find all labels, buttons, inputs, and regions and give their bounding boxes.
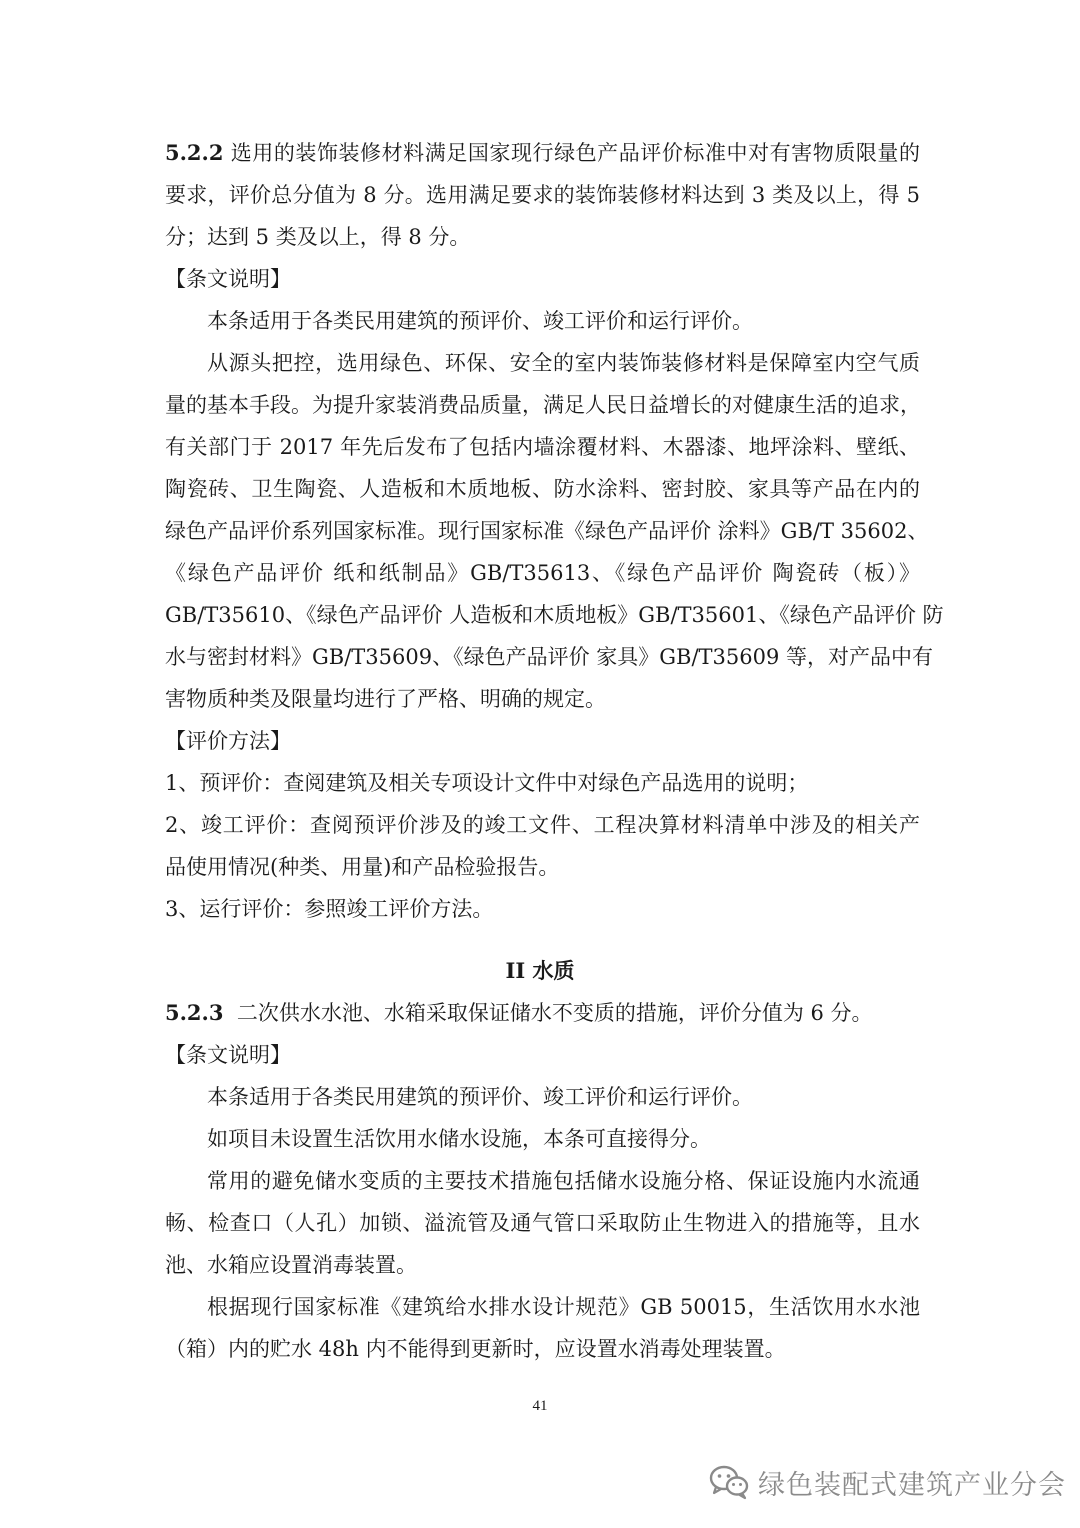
method-item: 2、竣工评价：查阅预评价涉及的竣工文件、工程决算材料清单中涉及的相关产	[165, 813, 920, 837]
note-paragraph-line: 《绿色产品评价 纸和纸制品》GB/T35613、《绿色产品评价 陶瓷砖（板）》	[165, 561, 920, 585]
method-item: 3、运行评价：参照竣工评价方法。	[165, 897, 494, 921]
section-title: II 水质	[505, 958, 575, 983]
note-paragraph-line: 陶瓷砖、卫生陶瓷、人造板和木质地板、防水涂料、密封胶、家具等产品在内的	[165, 477, 920, 501]
note-paragraph: 本条适用于各类民用建筑的预评价、竣工评价和运行评价。	[207, 309, 753, 333]
page-number: 41	[532, 1398, 548, 1414]
note-paragraph-line: 绿色产品评价系列国家标准。现行国家标准《绿色产品评价 涂料》GB/T 35602、	[165, 519, 929, 543]
method-item-continued: 品使用情况(种类、用量)和产品检验报告。	[165, 855, 560, 879]
note-paragraph-line: 畅、检查口（人孔）加锁、溢流管及通气管口采取防止生物进入的措施等，且水	[165, 1211, 920, 1235]
note-paragraph-line: 害物质种类及限量均进行了严格、明确的规定。	[165, 687, 606, 711]
clause-5-2-3	[165, 998, 920, 1028]
note-paragraph-line: （箱）内的贮水 48h 内不能得到更新时，应设置水消毒处理装置。	[165, 1337, 786, 1361]
note-paragraph-line: 常用的避免储水变质的主要技术措施包括储水设施分格、保证设施内水流通	[207, 1169, 920, 1193]
note-paragraph-line: 量的基本手段。为提升家装消费品质量，满足人民日益增长的对健康生活的追求，	[165, 393, 921, 417]
clause-number: 5.2.2	[165, 140, 224, 165]
note-paragraph-line: GB/T35610、《绿色产品评价 人造板和木质地板》GB/T35601、《绿色产品评价 防	[165, 603, 944, 627]
note-paragraph-line: 有关部门于 2017 年先后发布了包括内墙涂覆材料、木器漆、地坪涂料、壁纸、	[165, 435, 920, 459]
wechat-icon	[708, 1464, 750, 1500]
note-paragraph-line: 池、水箱应设置消毒装置。	[165, 1253, 417, 1277]
note-paragraph-line: 根据现行国家标准《建筑给水排水设计规范》GB 50015，生活饮用水水池	[207, 1295, 920, 1319]
clause-5-2-2-line-1	[165, 138, 920, 168]
watermark	[708, 1462, 1066, 1502]
clause-text: 选用的装饰装修材料满足国家现行绿色产品评价标准中对有害物质限量的	[230, 141, 920, 165]
note-heading: 【条文说明】	[165, 1043, 291, 1067]
note-paragraph-line: 从源头把控，选用绿色、环保、安全的室内装饰装修材料是保障室内空气质	[207, 351, 920, 375]
note-paragraph-line: 水与密封材料》GB/T35609、《绿色产品评价 家具》GB/T35609 等，对产品中有	[165, 645, 934, 669]
method-heading: 【评价方法】	[165, 729, 291, 753]
watermark-text: 绿色装配式建筑产业分会	[758, 1469, 1066, 1501]
clause-number: 5.2.3	[165, 1000, 224, 1025]
clause-5-2-2-line-3: 分；达到 5 类及以上，得 8 分。	[165, 225, 471, 249]
note-heading: 【条文说明】	[165, 267, 291, 291]
clause-5-2-2-line-2: 要求，评价总分值为 8 分。选用满足要求的装饰装修材料达到 3 类及以上，得 5	[165, 183, 920, 207]
method-item: 1、预评价：查阅建筑及相关专项设计文件中对绿色产品选用的说明；	[165, 771, 809, 795]
clause-text: 二次供水水池、水箱采取保证储水不变质的措施，评价分值为 6 分。	[236, 1001, 873, 1025]
note-paragraph: 如项目未设置生活饮用水储水设施，本条可直接得分。	[207, 1127, 711, 1151]
note-paragraph: 本条适用于各类民用建筑的预评价、竣工评价和运行评价。	[207, 1085, 753, 1109]
